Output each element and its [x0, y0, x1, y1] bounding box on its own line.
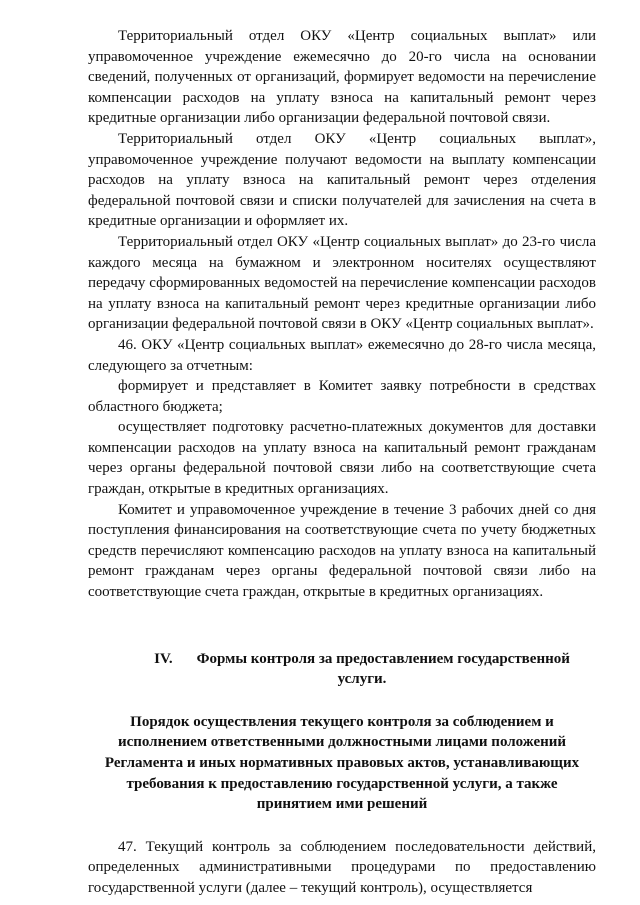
subsection-heading: Порядок осуществления текущего контроля за соблюдением и исполнением ответственными должностными лицами положений Регламента и иных нормативных правовых актов, устанавливающих требования к предоставлению государственной услуги, а также принятием ими решений	[104, 713, 580, 813]
section-number: IV.	[154, 650, 173, 667]
document-page	[88, 26, 596, 899]
paragraph-46-item-request: формирует и представляет в Комитет заявку потребности в средствах областного бюджета;	[88, 378, 596, 415]
paragraph-47: 47. Текущий контроль за соблюдением последовательности действий, определенных административными процедурами по предоставлению государственной услуги (далее – текущий контроль), осуществляется	[88, 838, 596, 896]
paragraph-territorial-department-statements: Территориальный отдел ОКУ «Центр социальных выплат» или управомоченное учреждение ежемесячно до 20-го числа на основании сведений, полученных от организаций, формирует ведомости на перечисление компенсации расходов на уплату взноса на капитальный ремонт через кредитные организации либо организации федеральной почтовой связи.	[88, 28, 596, 127]
section-heading	[88, 649, 596, 690]
paragraph-46-intro: 46. ОКУ «Центр социальных выплат» ежемесячно до 28-го числа месяца, следующего за отчетным:	[88, 336, 596, 374]
paragraph-receive-statements: Территориальный отдел ОКУ «Центр социальных выплат», управомоченное учреждение получают ведомости на выплату компенсации расходов на уплату взноса на капитальный ремонт через отделения федеральной почтовой связи и списки получателей для зачисления на счета в кредитные организации и оформляет их.	[88, 130, 596, 230]
paragraph-transfer-statements: Территориальный отдел ОКУ «Центр социальных выплат» до 23-го числа каждого месяца на бумажном и электронном носителях осуществляют передачу сформированных ведомостей на перечисление компенсации расходов на уплату взноса на капитальный ремонт через кредитные организации либо организации федеральной почтовой связи в ОКУ «Центр социальных выплат».	[88, 233, 596, 333]
section-title: Формы контроля за предоставлением государственной услуги.	[196, 650, 570, 688]
paragraph-46-item-documents: осуществляет подготовку расчетно-платежных документов для доставки компенсации расходов на уплату взноса на капитальный ремонт гражданам через органы федеральной почтовой связи либо на соответствующие счета граждан, открытые в кредитных организациях.	[88, 419, 596, 498]
paragraph-committee-transfer: Комитет и управомоченное учреждение в течение 3 рабочих дней со дня поступления финансирования на соответствующие счета по учету бюджетных средств перечисляют компенсацию расходов на уплату взноса на капитальный ремонт гражданам через органы федеральной почтовой связи либо на соответствующие счета граждан, открытые в кредитных организациях.	[88, 501, 596, 601]
